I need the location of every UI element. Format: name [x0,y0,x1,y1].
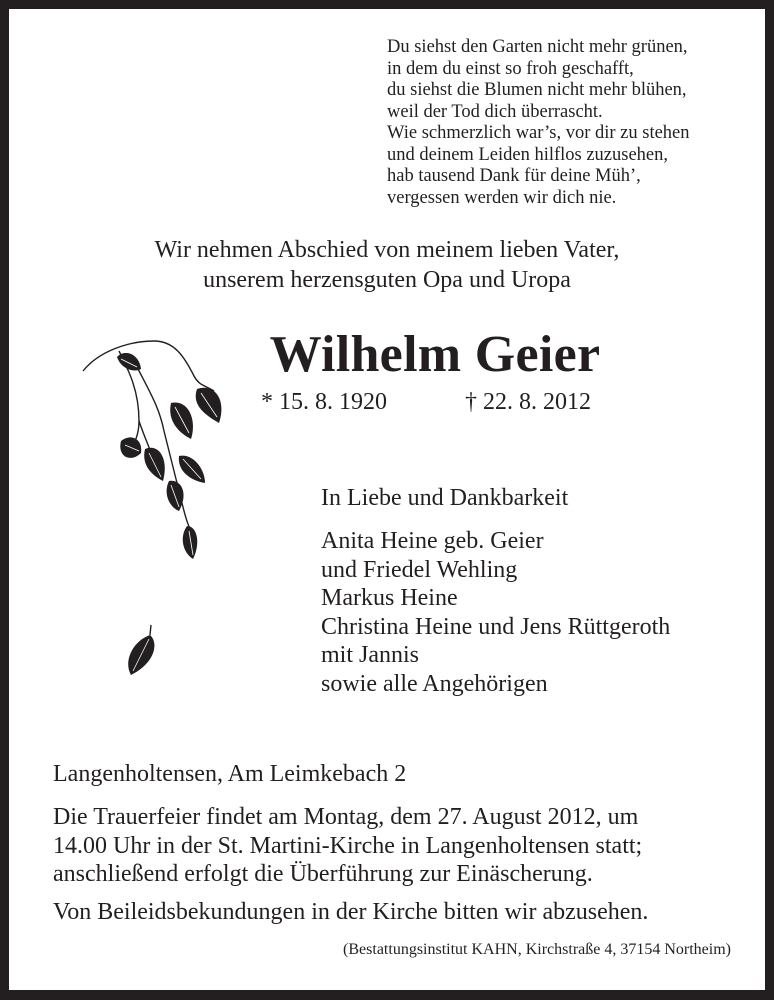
poem-line: in dem du einst so froh geschafft, [387,58,634,79]
mourners-list [321,527,670,698]
poem-line: Du siehst den Garten nicht mehr grünen, [387,37,688,57]
mourner-line: Anita Heine geb. Geier [321,528,544,554]
intro-line-1: Wir nehmen Abschied von meinem lieben Vater, [154,237,620,263]
mourner-line: sowie alle Angehörigen [321,670,548,697]
poem-line: Wie schmerzlich war’s, vor dir zu stehen [387,123,690,143]
mourner-line: Christina Heine und Jens Rüttgeroth [321,613,671,640]
falling-leaf-icon [123,621,163,681]
condolence-note: Von Beileidsbekundungen in der Kirche bitten wir abzusehen. [53,899,649,925]
birch-branch-icon [79,331,229,566]
mourner-line: mit Jannis [321,642,420,668]
birth-date: * 15. 8. 1920 [261,389,387,415]
poem-line: weil der Tod dich überrascht. [387,101,603,122]
funeral-details [53,803,733,889]
poem-line: und deinem Leiden hilflos zuzusehen, [387,144,669,165]
poem-line: hab tausend Dank für deine Müh’, [387,166,641,186]
mourner-line: Markus Heine [321,585,458,611]
ceremony-line: Die Trauerfeier findet am Montag, dem 27. August 2012, um [53,804,639,830]
undertaker-credit: (Bestattungsinstitut KAHN, Kirchstraße 4, 37154 Northeim) [343,941,731,958]
mourners-heading: In Liebe und Dankbarkeit [321,485,569,511]
ceremony-line: 14.00 Uhr in der St. Martini-Kirche in Langenholtensen statt; [53,832,643,859]
mourner-line: und Friedel Wehling [321,556,518,583]
obituary-notice [9,9,765,990]
death-date: † 22. 8. 2012 [465,389,591,415]
family-address: Langenholtensen, Am Leimkebach 2 [53,761,407,787]
deceased-name: Wilhelm Geier [269,326,601,383]
poem-line: du siehst die Blumen nicht mehr blühen, [387,80,687,100]
ceremony-line: anschließend erfolgt die Überführung zur Einäscherung. [53,861,593,887]
memorial-poem [387,37,690,209]
farewell-intro [9,235,765,295]
intro-line-2: unserem herzensguten Opa und Uropa [203,267,571,293]
poem-line: vergessen werden wir dich nie. [387,187,617,208]
